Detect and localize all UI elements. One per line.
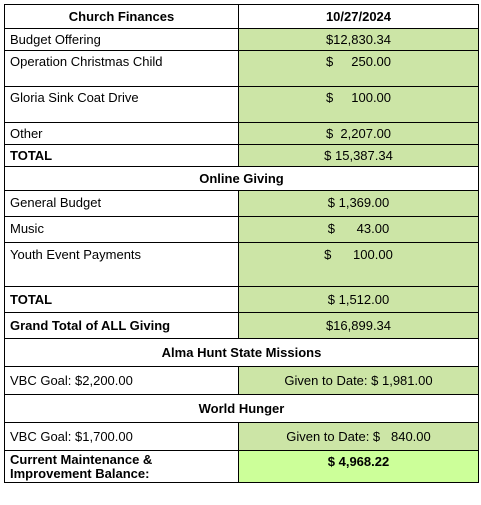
row-value: $ 100.00 (239, 87, 479, 123)
row-label: Music (5, 217, 239, 243)
maintenance-value: $ 4,968.22 (239, 451, 479, 483)
maintenance-row (5, 451, 479, 483)
title-cell: Church Finances (5, 5, 239, 29)
goal-label: VBC Goal: $2,200.00 (5, 367, 239, 395)
section-row (5, 167, 479, 191)
table-row (5, 87, 479, 123)
row-label: General Budget (5, 191, 239, 217)
row-label: Youth Event Payments (5, 243, 239, 287)
header-row (5, 5, 479, 29)
table-row (5, 217, 479, 243)
finance-table (4, 4, 479, 483)
section-row (5, 395, 479, 423)
goal-row (5, 367, 479, 395)
total-row (5, 287, 479, 313)
table-row (5, 191, 479, 217)
total-label: TOTAL (5, 287, 239, 313)
row-label: Budget Offering (5, 29, 239, 51)
row-value: $12,830.34 (239, 29, 479, 51)
section-row (5, 339, 479, 367)
grand-total-label: Grand Total of ALL Giving (5, 313, 239, 339)
section-title: World Hunger (5, 395, 479, 423)
goal-row (5, 423, 479, 451)
total-label: TOTAL (5, 145, 239, 167)
given-value: Given to Date: $ 840.00 (239, 423, 479, 451)
table-row (5, 243, 479, 287)
grand-total-row (5, 313, 479, 339)
row-value: $ 1,369.00 (239, 191, 479, 217)
table-row (5, 51, 479, 87)
total-value: $ 1,512.00 (239, 287, 479, 313)
section-title: Alma Hunt State Missions (5, 339, 479, 367)
table-row (5, 123, 479, 145)
row-label: Gloria Sink Coat Drive (5, 87, 239, 123)
table-row (5, 29, 479, 51)
row-value: $ 250.00 (239, 51, 479, 87)
maintenance-label: Current Maintenance & Improvement Balance: (5, 451, 239, 483)
total-row (5, 145, 479, 167)
date-cell: 10/27/2024 (239, 5, 479, 29)
row-value: $ 2,207.00 (239, 123, 479, 145)
row-label: Operation Christmas Child (5, 51, 239, 87)
goal-label: VBC Goal: $1,700.00 (5, 423, 239, 451)
row-value: $ 43.00 (239, 217, 479, 243)
total-value: $ 15,387.34 (239, 145, 479, 167)
given-value: Given to Date: $ 1,981.00 (239, 367, 479, 395)
grand-total-value: $16,899.34 (239, 313, 479, 339)
row-value: $ 100.00 (239, 243, 479, 287)
section-title: Online Giving (5, 167, 479, 191)
row-label: Other (5, 123, 239, 145)
